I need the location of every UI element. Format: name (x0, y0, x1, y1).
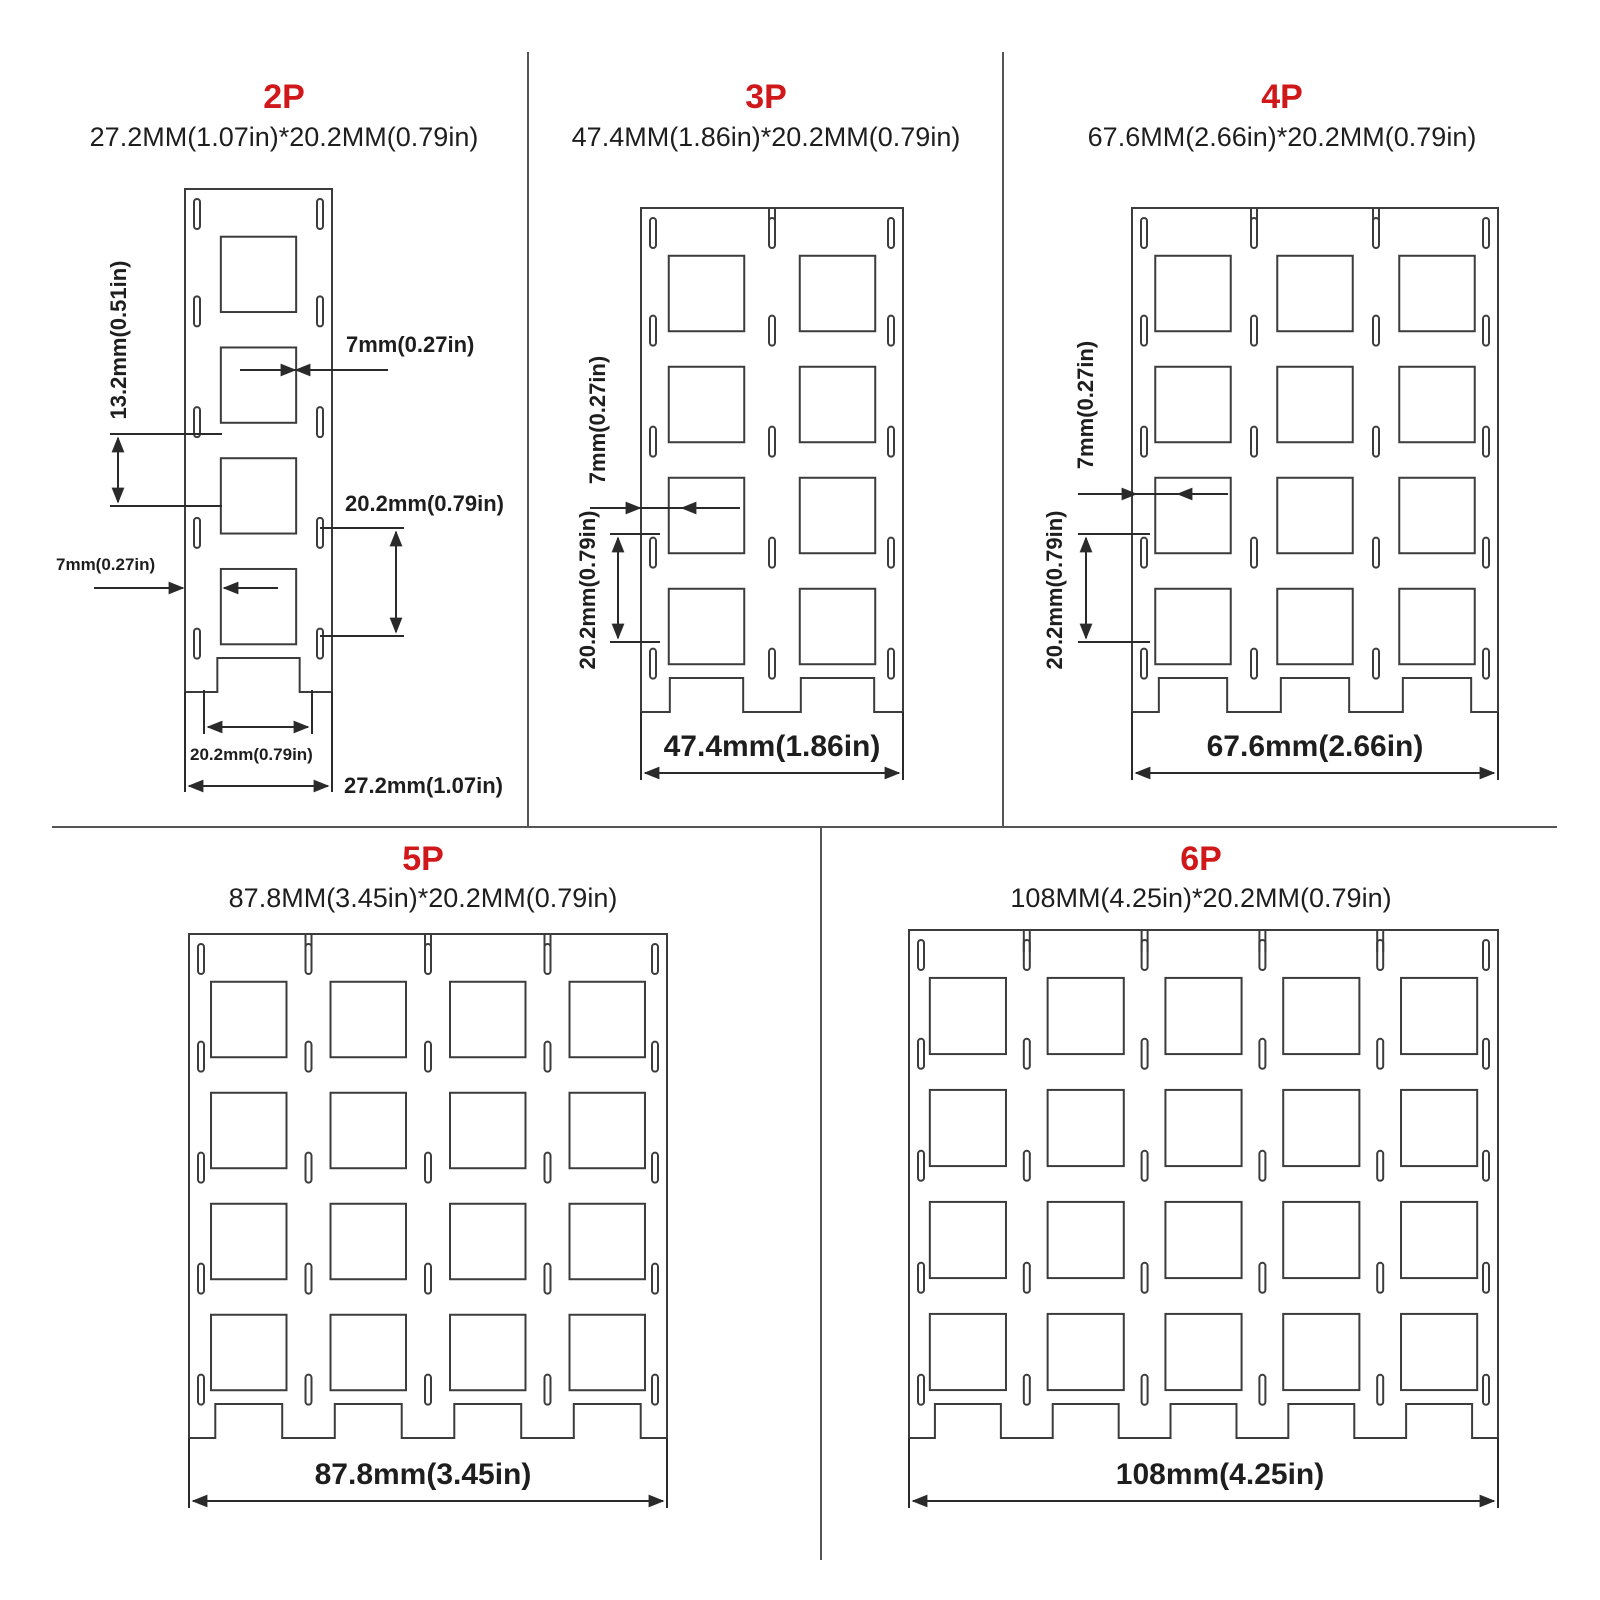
slot (1373, 538, 1379, 568)
slot (1483, 1375, 1489, 1405)
slot (317, 407, 323, 437)
label-width-3p: 47.4mm(1.86in) (663, 730, 881, 763)
slot (1483, 1263, 1489, 1293)
slot (1483, 316, 1489, 346)
plate-3p (641, 208, 903, 712)
cell-window (570, 982, 645, 1057)
slot (1024, 940, 1030, 970)
cell-window (331, 1093, 406, 1168)
slot (545, 1042, 551, 1072)
annotation-labels-4p (1042, 341, 1423, 763)
label-inner-width-2p: 20.2mm(0.79in) (190, 745, 313, 764)
slot (918, 1375, 924, 1405)
cell-window (570, 1093, 645, 1168)
cell-window (800, 256, 875, 331)
slot (888, 218, 894, 248)
cell-window (1399, 256, 1474, 331)
slot (306, 1153, 312, 1183)
slot (1259, 1263, 1265, 1293)
slot (1483, 218, 1489, 248)
cell-window (450, 1204, 525, 1279)
slot (1251, 649, 1257, 679)
cell-window (570, 1315, 645, 1390)
cell-window (221, 569, 296, 644)
slot (194, 518, 200, 548)
cell-window (1165, 1314, 1241, 1390)
slot (918, 1263, 924, 1293)
slot (1377, 940, 1383, 970)
cell-window (800, 478, 875, 553)
slot (769, 218, 775, 248)
slot (918, 1039, 924, 1069)
slot (888, 427, 894, 457)
cell-window (1165, 978, 1241, 1054)
slot (1251, 427, 1257, 457)
slot (1141, 218, 1147, 248)
label-pitch-3p: 20.2mm(0.79in) (575, 510, 600, 670)
cell-window (1283, 978, 1359, 1054)
subtitle-2p: 27.2MM(1.07in)*20.2MM(0.79in) (89, 122, 479, 152)
slot (425, 1153, 431, 1183)
cell-window (1048, 978, 1124, 1054)
title-2p: 2P (263, 78, 305, 116)
cell-window (1155, 589, 1230, 664)
slot (888, 538, 894, 568)
slot (918, 1151, 924, 1181)
slot (1259, 1151, 1265, 1181)
cell-window (1277, 367, 1352, 442)
slot (194, 199, 200, 229)
plate-outline (641, 208, 903, 712)
slot (1377, 1375, 1383, 1405)
subtitle-5p: 87.8MM(3.45in)*20.2MM(0.79in) (228, 883, 618, 913)
cell-window (1155, 256, 1230, 331)
slot (425, 1264, 431, 1294)
cell-window (1165, 1202, 1241, 1278)
cell-window (331, 1204, 406, 1279)
slot (1377, 1151, 1383, 1181)
cell-window (1048, 1090, 1124, 1166)
cell-window (1277, 589, 1352, 664)
slot (306, 1264, 312, 1294)
slot (1024, 1151, 1030, 1181)
slot (1483, 538, 1489, 568)
label-width-4p: 67.6mm(2.66in) (1206, 730, 1424, 763)
slot (652, 1375, 658, 1405)
slot (1259, 1039, 1265, 1069)
cell-window (1283, 1314, 1359, 1390)
plate-outline (185, 189, 332, 692)
slot (1251, 538, 1257, 568)
slot (545, 944, 551, 974)
slot (1483, 1039, 1489, 1069)
label-pitch-4p: 20.2mm(0.79in) (1042, 510, 1067, 670)
slot (1483, 649, 1489, 679)
slot (198, 944, 204, 974)
slot (650, 649, 656, 679)
label-width-2p: 27.2mm(1.07in) (344, 773, 503, 798)
subtitle-4p: 67.6MM(2.66in)*20.2MM(0.79in) (1087, 122, 1477, 152)
slot (198, 1264, 204, 1294)
slot (1024, 1039, 1030, 1069)
label-pitch-2p: 20.2mm(0.79in) (345, 491, 504, 516)
slot (652, 1153, 658, 1183)
slot (1142, 1151, 1148, 1181)
slot (317, 629, 323, 659)
cell-window (669, 367, 744, 442)
title-6p: 6P (1180, 840, 1222, 878)
slot (1373, 427, 1379, 457)
slot (317, 518, 323, 548)
label-width-6p: 108mm(4.25in) (1115, 1458, 1325, 1491)
slot (306, 1375, 312, 1405)
slot (650, 538, 656, 568)
slot (194, 407, 200, 437)
slot (1483, 427, 1489, 457)
panel-dividers (52, 52, 1557, 1560)
slot (425, 1042, 431, 1072)
slot (1259, 1375, 1265, 1405)
slot (650, 427, 656, 457)
cell-window (1283, 1202, 1359, 1278)
slot (545, 1153, 551, 1183)
cell-window (1277, 256, 1352, 331)
annotation-labels-3p (575, 356, 880, 763)
plate-6p (909, 930, 1498, 1438)
plate-5p (189, 934, 667, 1438)
cell-window (331, 1315, 406, 1390)
slot (1142, 1263, 1148, 1293)
slot (545, 1375, 551, 1405)
slot (1141, 316, 1147, 346)
slot (198, 1375, 204, 1405)
subtitle-6p: 108MM(4.25in)*20.2MM(0.79in) (1010, 883, 1392, 913)
slot (652, 1042, 658, 1072)
cell-window (331, 982, 406, 1057)
cell-window (1155, 367, 1230, 442)
label-wall-gap-left: 7mm(0.27in) (56, 555, 156, 574)
slot (198, 1042, 204, 1072)
label-wall-gap-4p: 7mm(0.27in) (1073, 340, 1098, 470)
title-3p: 3P (745, 78, 787, 116)
cell-window (800, 589, 875, 664)
slot (888, 316, 894, 346)
slot (1373, 316, 1379, 346)
cell-window (1277, 478, 1352, 553)
cell-window (1401, 1090, 1477, 1166)
slot (1259, 940, 1265, 970)
slot (769, 427, 775, 457)
cell-window (1283, 1090, 1359, 1166)
slot (198, 1153, 204, 1183)
slot (769, 538, 775, 568)
plate-2p (185, 189, 332, 692)
cell-window (450, 1093, 525, 1168)
slot (306, 944, 312, 974)
cell-window (1401, 1202, 1477, 1278)
slot (1373, 649, 1379, 679)
plate-outline (1132, 208, 1498, 712)
cell-window (1155, 478, 1230, 553)
title-5p: 5P (402, 840, 444, 878)
slot (425, 944, 431, 974)
slot (1142, 1039, 1148, 1069)
slot (194, 629, 200, 659)
subtitle-3p: 47.4MM(1.86in)*20.2MM(0.79in) (571, 122, 961, 152)
cell-window (1048, 1202, 1124, 1278)
slot (317, 296, 323, 326)
slot (1142, 940, 1148, 970)
cell-window (930, 1202, 1006, 1278)
cell-window (930, 1314, 1006, 1390)
slot (1377, 1039, 1383, 1069)
slot (918, 940, 924, 970)
cell-window (450, 982, 525, 1057)
cell-window (1399, 589, 1474, 664)
slot (1024, 1263, 1030, 1293)
cell-window (221, 347, 296, 422)
plates (185, 189, 1498, 1438)
label-cell-height: 13.2mm(0.51in) (106, 260, 131, 420)
slot (1377, 1263, 1383, 1293)
panel-titles (90, 78, 1477, 913)
slot (1373, 218, 1379, 248)
slot (1024, 1375, 1030, 1405)
slot (1251, 316, 1257, 346)
cell-window (1399, 478, 1474, 553)
slot (317, 199, 323, 229)
slot (650, 218, 656, 248)
slot (1141, 538, 1147, 568)
plate-outline (909, 930, 1498, 1438)
cell-window (211, 1315, 286, 1390)
label-wall-gap-right: 7mm(0.27in) (346, 332, 475, 357)
plate-outline (189, 934, 667, 1438)
cell-window (211, 1093, 286, 1168)
cell-window (1048, 1314, 1124, 1390)
cell-window (930, 1090, 1006, 1166)
slot (652, 944, 658, 974)
slot (650, 316, 656, 346)
cell-window (1165, 1090, 1241, 1166)
slot (545, 1264, 551, 1294)
slot (1142, 1375, 1148, 1405)
title-4p: 4P (1261, 78, 1303, 116)
plate-4p (1132, 208, 1498, 712)
cell-window (669, 589, 744, 664)
cell-window (570, 1204, 645, 1279)
cell-window (930, 978, 1006, 1054)
annotation-labels-2p (56, 261, 504, 798)
slot (194, 296, 200, 326)
slot (425, 1375, 431, 1405)
cell-window (1399, 367, 1474, 442)
slot (652, 1264, 658, 1294)
slot (1141, 649, 1147, 679)
slot (769, 316, 775, 346)
cell-window (1401, 1314, 1477, 1390)
slot (1141, 427, 1147, 457)
annotations-2p (94, 370, 404, 792)
slot (769, 649, 775, 679)
label-wall-gap-3p: 7mm(0.27in) (585, 355, 610, 485)
cell-window (221, 237, 296, 312)
cell-window (669, 256, 744, 331)
cell-window (221, 458, 296, 533)
slot (1483, 1151, 1489, 1181)
cell-window (450, 1315, 525, 1390)
cell-window (211, 1204, 286, 1279)
cell-window (1401, 978, 1477, 1054)
slot (306, 1042, 312, 1072)
slot (1483, 940, 1489, 970)
cell-window (800, 367, 875, 442)
cell-window (669, 478, 744, 553)
slot (888, 649, 894, 679)
annotation-labels-bottom (315, 1458, 1325, 1491)
slot (1251, 218, 1257, 248)
label-width-5p: 87.8mm(3.45in) (314, 1458, 532, 1491)
cell-window (211, 982, 286, 1057)
